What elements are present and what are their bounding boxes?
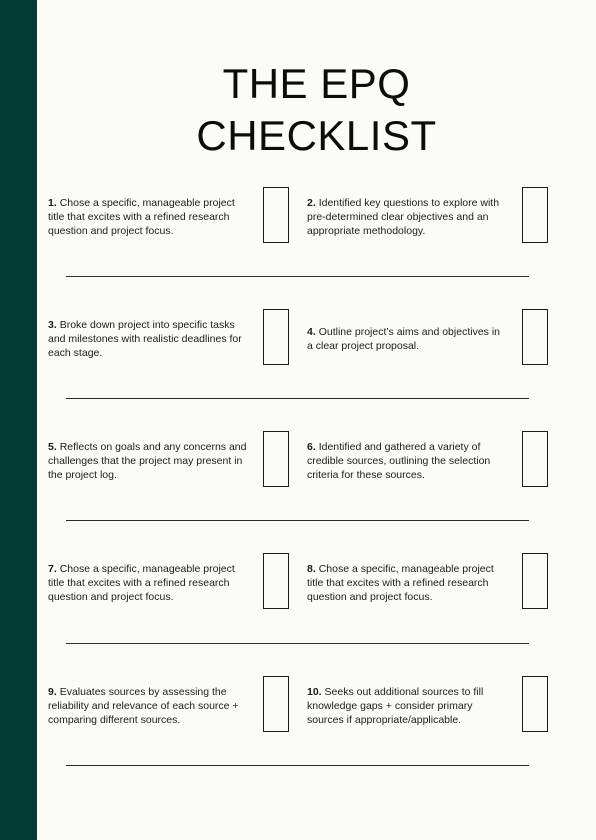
divider: [66, 643, 529, 644]
item-description: Outline project’s aims and objectives in a clear project proposal.: [307, 326, 501, 352]
checkbox[interactable]: [522, 187, 548, 243]
checkbox[interactable]: [263, 187, 289, 243]
item-number: 3.: [48, 319, 57, 331]
item-text: [307, 685, 507, 727]
item-description: Identified key questions to explore with pre-determined clear objectives and an appropriate methodology.: [307, 197, 500, 237]
checklist-item-9: [48, 676, 306, 746]
checklist-item-10: [307, 676, 565, 746]
title-line-2: CHECKLIST: [196, 112, 437, 159]
checklist-item-6: [307, 431, 565, 501]
item-number: 9.: [48, 686, 57, 698]
item-text: [48, 562, 248, 604]
checklist-item-5: [48, 431, 306, 501]
checklist-row: [0, 553, 596, 623]
item-description: Reflects on goals and any concerns and challenges that the project may present in the project log.: [48, 441, 247, 481]
item-description: Chose a specific, manageable project title that excites with a refined research question and project focus.: [307, 563, 494, 603]
checkbox[interactable]: [522, 309, 548, 365]
checklist-item-2: [307, 187, 565, 257]
item-number: 5.: [48, 441, 57, 453]
checklist-item-7: [48, 553, 306, 623]
checklist-item-1: [48, 187, 306, 257]
checklist-row: [0, 309, 596, 379]
item-description: Chose a specific, manageable project title that excites with a refined research question and project focus.: [48, 563, 235, 603]
checklist-row: [0, 676, 596, 746]
divider: [66, 276, 529, 277]
item-text: [307, 196, 507, 238]
checklist-item-3: [48, 309, 306, 379]
item-number: 6.: [307, 441, 316, 453]
item-number: 2.: [307, 197, 316, 209]
item-description: Broke down project into specific tasks and milestones with realistic deadlines for each stage.: [48, 319, 242, 359]
item-text: [48, 440, 248, 482]
item-description: Seeks out additional sources to fill knowledge gaps + consider primary sources if appropriate/applicable.: [307, 686, 484, 726]
divider: [66, 520, 529, 521]
item-text: [307, 325, 507, 353]
checkbox[interactable]: [522, 676, 548, 732]
checklist-row: [0, 187, 596, 257]
checkbox[interactable]: [522, 553, 548, 609]
item-text: [307, 562, 507, 604]
checklist-item-4: [307, 309, 565, 379]
checkbox[interactable]: [263, 553, 289, 609]
checklist-row: [0, 431, 596, 501]
item-description: Chose a specific, manageable project title that excites with a refined research question and project focus.: [48, 197, 235, 237]
item-number: 1.: [48, 197, 57, 209]
item-number: 7.: [48, 563, 57, 575]
item-text: [48, 685, 248, 727]
checklist-item-8: [307, 553, 565, 623]
divider: [66, 398, 529, 399]
divider: [66, 765, 529, 766]
item-text: [48, 196, 248, 238]
item-number: 8.: [307, 563, 316, 575]
checkbox[interactable]: [263, 309, 289, 365]
item-text: [307, 440, 507, 482]
item-text: [48, 318, 248, 360]
checkbox[interactable]: [522, 431, 548, 487]
item-number: 4.: [307, 326, 316, 338]
item-number: 10.: [307, 686, 322, 698]
page-title: [37, 58, 596, 162]
item-description: Evaluates sources by assessing the reliability and relevance of each source + comparing different sources.: [48, 686, 239, 726]
checkbox[interactable]: [263, 431, 289, 487]
title-line-1: THE EPQ: [222, 60, 411, 107]
checkbox[interactable]: [263, 676, 289, 732]
item-description: Identified and gathered a variety of credible sources, outlining the selection criteria for these sources.: [307, 441, 491, 481]
